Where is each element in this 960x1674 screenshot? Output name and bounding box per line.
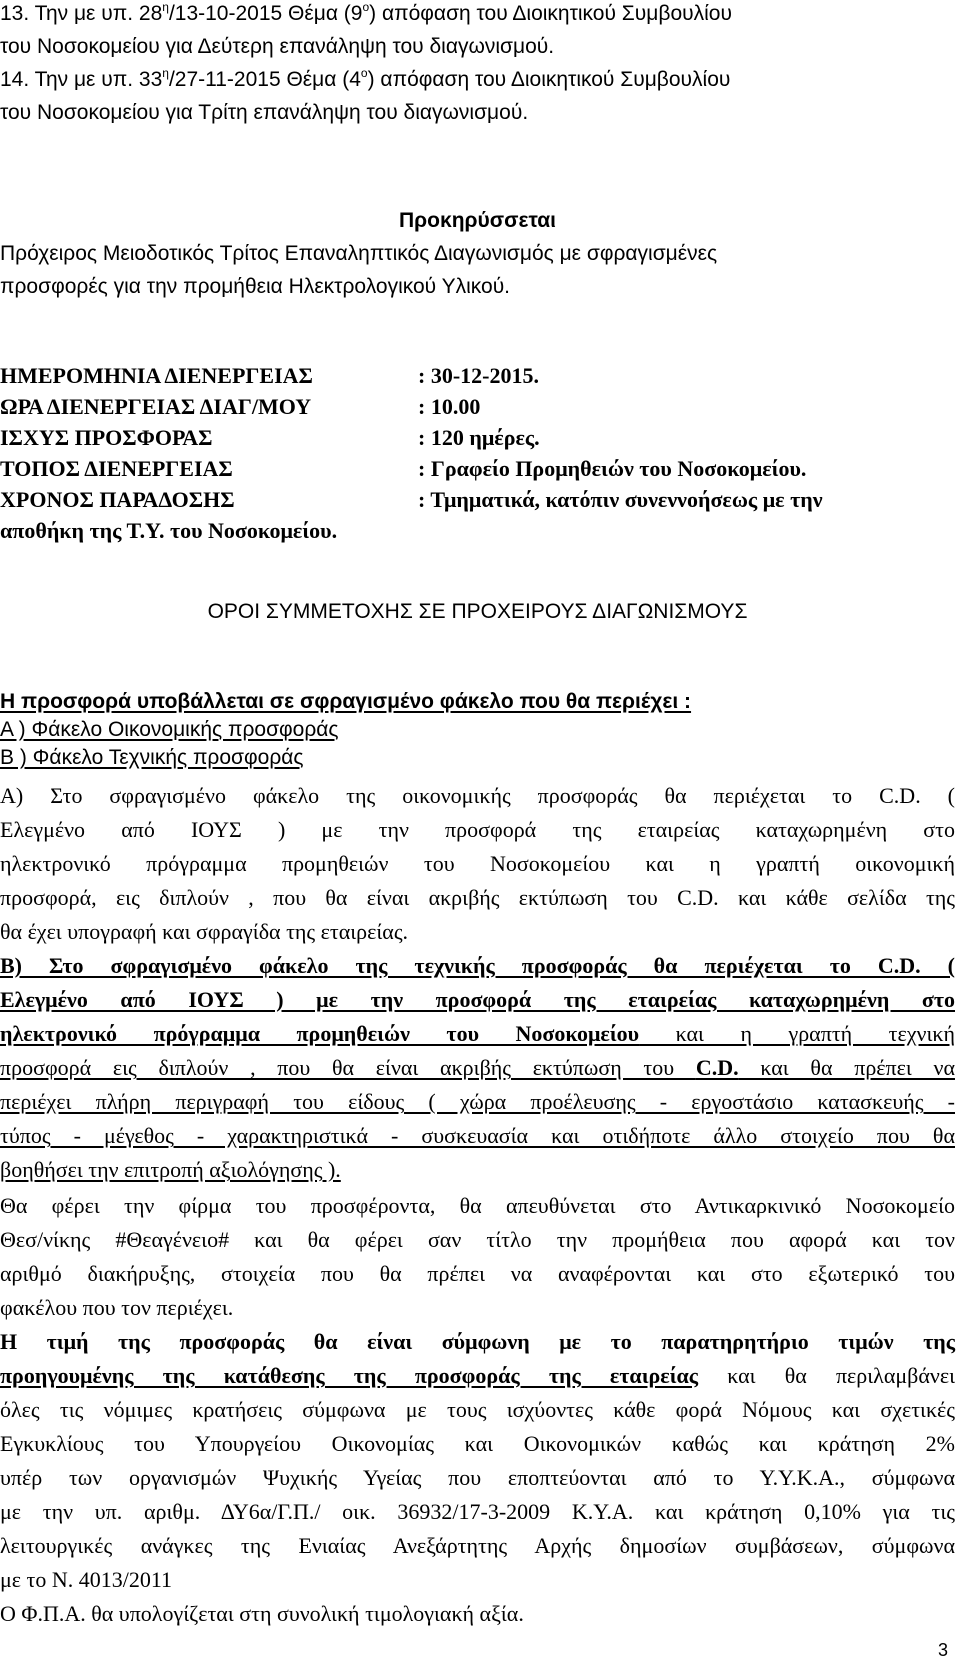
delivery-line2: αποθήκη της Τ.Υ. του Νοσοκομείου.: [0, 518, 338, 543]
section-b-line1: Β) Στο σφραγισμένο φάκελο της τεχνικής προσφοράς θα περιέχεται το C.D. (: [0, 953, 955, 978]
item-13-line2: του Νοσοκομείου για Δεύτερη επανάληψη του διαγωνισμού.: [0, 35, 555, 58]
section-d-line: υπέρ των οργανισμών Ψυχικής Υγείας που εποπτεύονται από το Υ.Υ.Κ.Α., σύμφωνα: [0, 1465, 955, 1490]
section-b-line7: βοηθήσει την επιτροπή αξιολόγησης ).: [0, 1157, 341, 1182]
section-c-line: αριθμό διακήρυξης, στοιχεία που θα πρέπει να αναφέρονται και στο εξωτερικό του: [0, 1261, 955, 1286]
envelope-b: Β ) Φάκελο Τεχνικής προσφοράς: [0, 746, 304, 769]
section-d-line1: Η τιμή της προσφοράς θα είναι σύμφωνη με το παρατηρητήριο τιμών της: [0, 1329, 955, 1354]
section-a-line: Α) Στο σφραγισμένο φάκελο της οικονομικής προσφοράς θα περιέχεται το C.D. (: [0, 783, 955, 808]
item-13-line1: 13. Την με υπ. $28^\eta/13-10-2015$ Θέμα $(9^o)$ απόφαση του Διοικητικού Συμβουλίου: [0, 0, 732, 25]
vat-line: Ο Φ.Π.Α. θα υπολογίζεται στη συνολική τιμολογιακή αξία.: [0, 1601, 524, 1626]
announce-line1: Πρόχειρος Μειοδοτικός Τρίτος Επαναληπτικός Διαγωνισμός με σφραγισμένες: [0, 242, 718, 265]
section-d-line: όλες τις νόμιμες κρατήσεις σύμφωνα με τους ισχύοντες κάθε φορά Νόμους και σχετικές: [0, 1397, 955, 1422]
section-a-line: ηλεκτρονικό πρόγραμμα προμηθειών του Νοσοκομείου και η γραπτή οικονομική: [0, 851, 955, 876]
section-d-line2: προηγουμένης της κατάθεσης της προσφοράς της εταιρείας και θα περιλαμβάνει: [0, 1363, 955, 1388]
section-b-line3: ηλεκτρονικό πρόγραμμα προμηθειών του Νοσοκομείου και η γραπτή τεχνική: [0, 1021, 955, 1046]
section-d-line: με την υπ. αριθμ. ΔΥ6α/Γ.Π./ οικ. 36932/17-3-2009 Κ.Υ.Α. και κράτηση 0,10% για τις: [0, 1499, 955, 1524]
announce-title: Προκηρύσσεται: [399, 209, 556, 232]
terms-intro: Η προσφορά υποβάλλεται σε σφραγισμένο φάκελο που θα περιέχει :: [0, 690, 692, 713]
section-a-line: προσφορά, εις διπλούν , που θα είναι ακριβής εκτύπωση του C.D. και κάθε σελίδα της: [0, 885, 955, 910]
section-c-line: Θα φέρει την φίρμα του προσφέροντα, θα απευθύνεται στο Αντικαρκινικό Νοσοκομείο: [0, 1193, 955, 1218]
place-row: ΤΟΠΟΣ ΔΙΕΝΕΡΓΕΙΑΣ : Γραφείο Προμηθειών του Νοσοκομείου.: [0, 456, 807, 481]
section-d-line: Εγκυκλίους του Υπουργείου Οικονομίας και Οικονομικών καθώς και κράτηση 2%: [0, 1431, 955, 1456]
section-b-line6: τύπος - μέγεθος - χαρακτηριστικά - συσκευασία και οτιδήποτε άλλο στοιχείο που θα: [0, 1123, 955, 1148]
section-d-line: λειτουργικές ανάγκες της Ενιαίας Ανεξάρτητης Αρχής δημοσίων συμβάσεων, σύμφωνα: [0, 1533, 955, 1558]
section-a-line: θα έχει υπογραφή και σφραγίδα της εταιρείας.: [0, 919, 409, 944]
validity-row: ΙΣΧΥΣ ΠΡΟΣΦΟΡΑΣ : 120 ημέρες.: [0, 425, 540, 450]
announce-line2: προσφορές για την προμήθεια Ηλεκτρολογικού Υλικού.: [0, 275, 511, 298]
law-line: με το Ν. 4013/2011: [0, 1567, 173, 1592]
item-14-line2: του Νοσοκομείου για Τρίτη επανάληψη του διαγωνισμού.: [0, 101, 529, 124]
date-row: ΗΜΕΡΟΜΗΝΙΑ ΔΙΕΝΕΡΓΕΙΑΣ : 30-12-2015.: [0, 363, 539, 388]
page-number: 3: [937, 1640, 948, 1660]
section-c-line: Θεσ/νίκης #Θεαγένειο# και θα φέρει σαν τίτλο την προμήθεια που αφορά και τον: [0, 1227, 955, 1252]
section-b-line5: περιέχει πλήρη περιγραφή του είδους ( χώρα προέλευσης - εργοστάσιο κατασκευής -: [0, 1089, 955, 1114]
delivery-row: ΧΡΟΝΟΣ ΠΑΡΑΔΟΣΗΣ : Τμηματικά, κατόπιν συνεννοήσεως με την: [0, 487, 823, 512]
envelope-a: Α ) Φάκελο Οικονομικής προσφοράς: [0, 718, 339, 741]
section-b-line4: προσφορά εις διπλούν , που θα είναι ακριβής εκτύπωση του C.D. και θα πρέπει να: [0, 1055, 955, 1080]
time-row: ΩΡΑ ΔΙΕΝΕΡΓΕΙΑΣ ΔΙΑΓ/ΜΟΥ : 10.00: [0, 394, 481, 419]
item-14-line1: 14. Την με υπ. $33^\eta/27-11-2015$ Θέμα $(4^o)$ απόφαση του Διοικητικού Συμβουλίου: [0, 66, 731, 91]
section-c-line: φακέλου που τον περιέχει.: [0, 1295, 234, 1320]
terms-heading: ΟΡΟΙ ΣΥΜΜΕΤΟΧΗΣ ΣΕ ΠΡΟΧΕΙΡΟΥΣ ΔΙΑΓΩΝΙΣΜΟΥΣ: [207, 600, 748, 623]
section-b-line2: Ελεγμένο από ΙΟΥΣ ) με την προσφορά της εταιρείας καταχωρημένη στο: [0, 987, 955, 1012]
section-a-line: Ελεγμένο από ΙΟΥΣ ) με την προσφορά της εταιρείας καταχωρημένη στο: [0, 817, 955, 842]
